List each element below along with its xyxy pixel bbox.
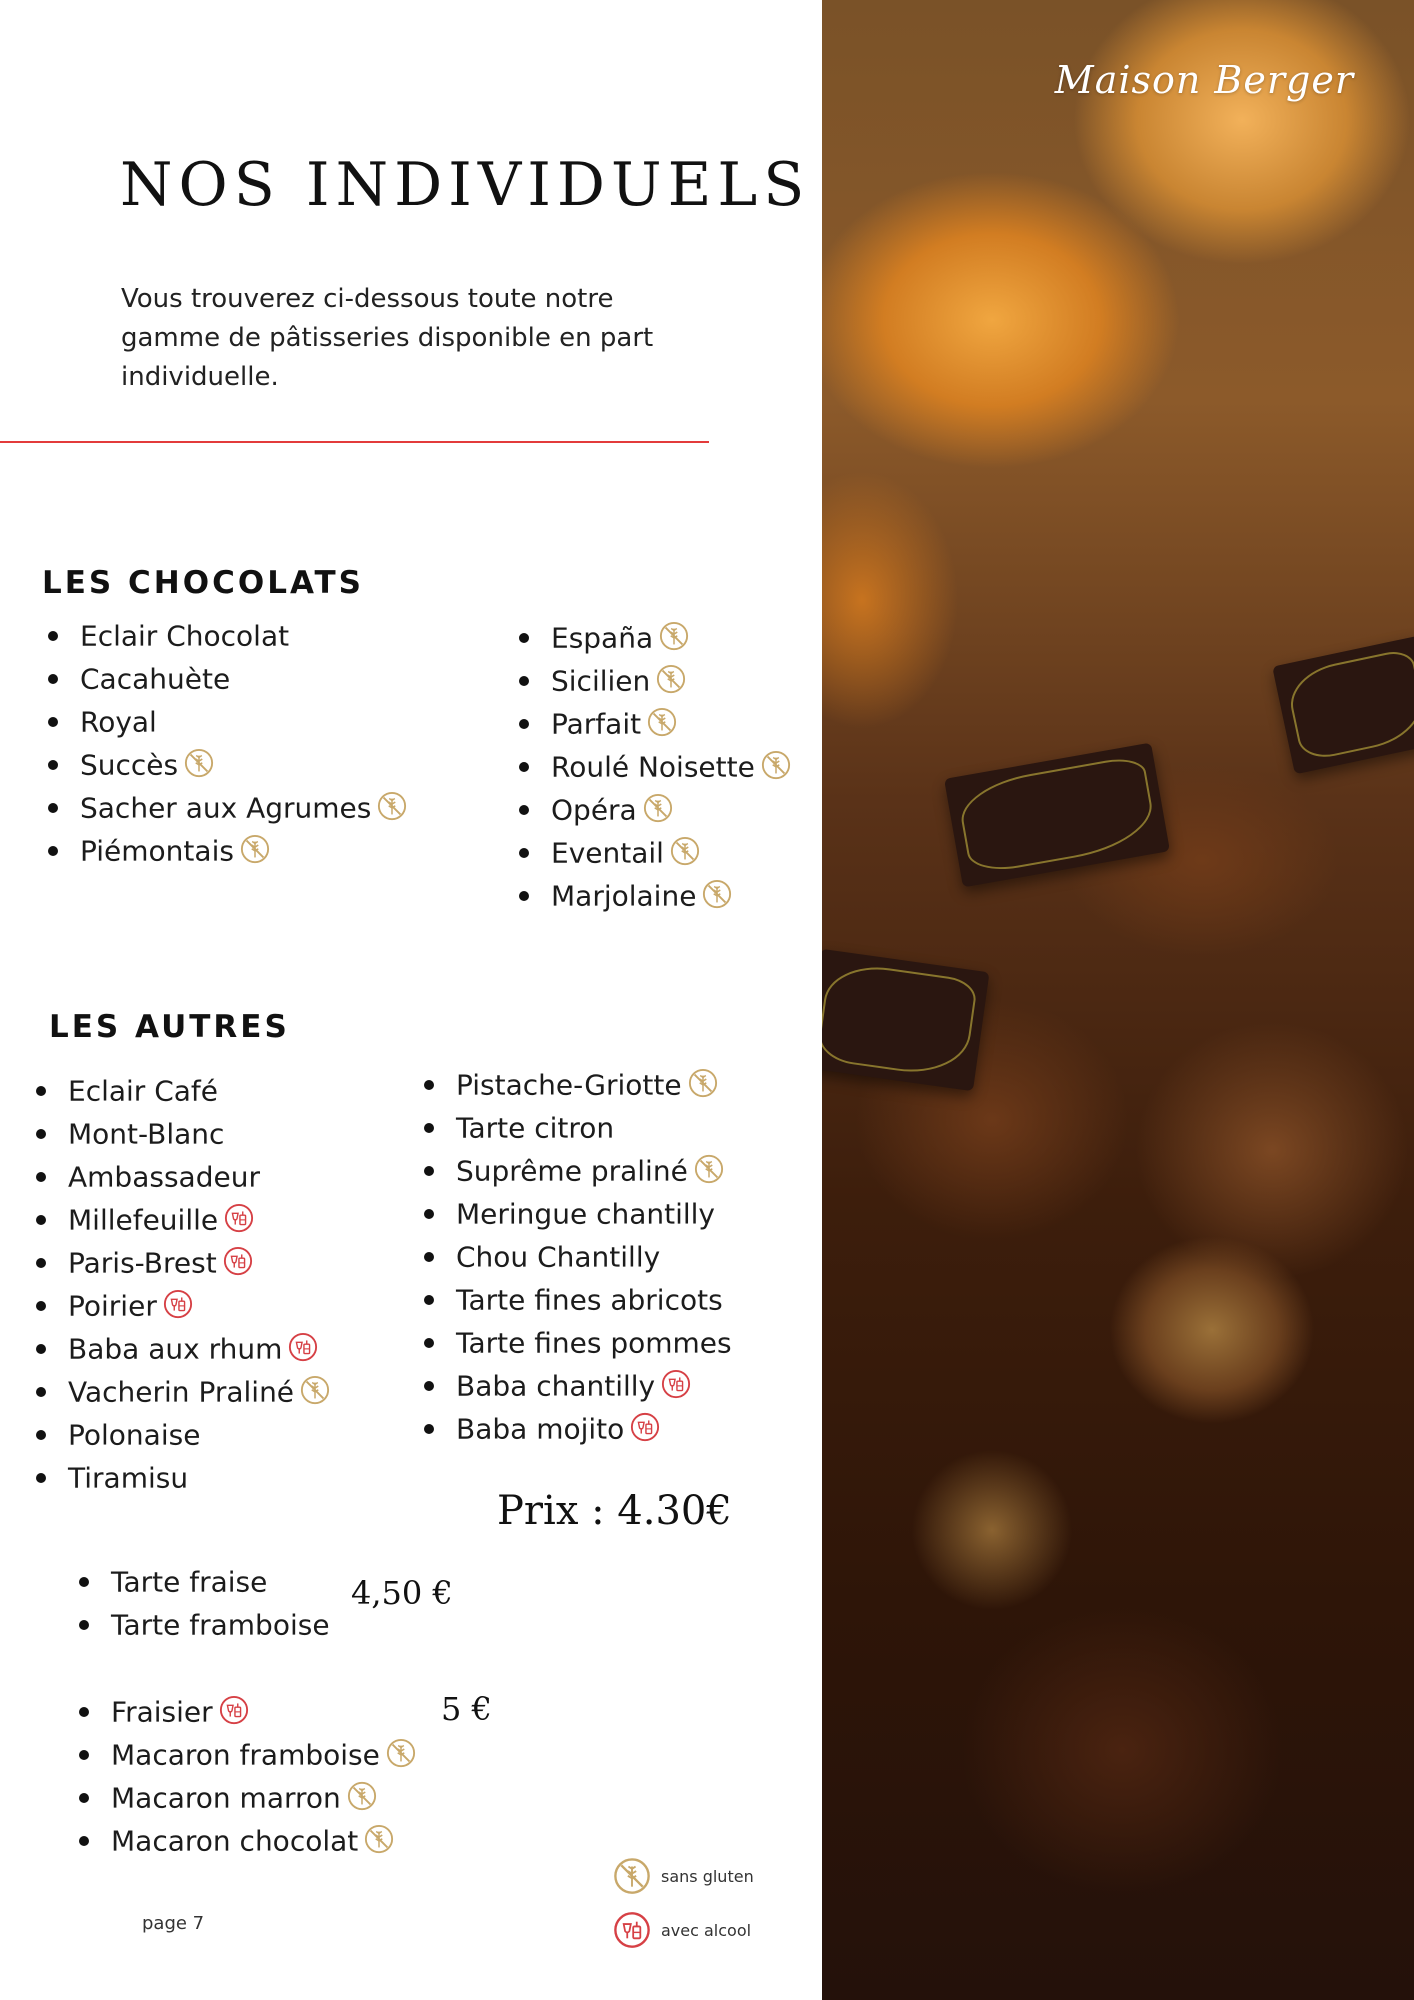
section-title-autres: LES AUTRES [49, 1009, 290, 1045]
item-label: Tiramisu [68, 1461, 189, 1495]
item-label: Baba mojito [456, 1412, 625, 1446]
gluten-free-icon [643, 793, 673, 823]
autres-list-left [30, 1068, 330, 1498]
gluten-free-icon [364, 1824, 394, 1854]
list-item [73, 1559, 330, 1602]
list-item [73, 1602, 330, 1645]
item-label: Piémontais [80, 834, 234, 868]
list-item [513, 873, 791, 916]
item-label: Tarte fines abricots [456, 1283, 723, 1317]
item-label: Suprême praliné [456, 1154, 688, 1188]
item-label: Tarte fraise [111, 1565, 268, 1599]
gluten-free-icon [300, 1375, 330, 1405]
list-item [73, 1818, 416, 1861]
item-label: Meringue chantilly [456, 1197, 715, 1231]
gluten-free-icon [613, 1857, 651, 1895]
alcohol-icon [223, 1246, 253, 1276]
item-label: Macaron framboise [111, 1738, 380, 1772]
item-label: Chou Chantilly [456, 1240, 661, 1274]
section-title-chocolats: LES CHOCOLATS [42, 565, 365, 601]
page-title: NOS INDIVIDUELS [120, 150, 811, 220]
list-item [418, 1148, 732, 1191]
gluten-free-icon [688, 1068, 718, 1098]
price-autres: Prix : 4.30€ [497, 1488, 732, 1534]
list-450 [73, 1559, 330, 1645]
legend [613, 1857, 754, 1949]
list-item [42, 699, 407, 742]
alcohol-icon [163, 1289, 193, 1319]
item-label: España [551, 621, 654, 655]
list-item [418, 1363, 732, 1406]
gluten-free-icon [694, 1154, 724, 1184]
item-label: Ambassadeur [68, 1160, 260, 1194]
list-item [42, 828, 407, 871]
list-item [42, 742, 407, 785]
item-label: Opéra [551, 793, 637, 827]
list-5 [73, 1689, 416, 1861]
alcohol-icon [613, 1911, 651, 1949]
item-label: Mont-Blanc [68, 1117, 225, 1151]
intro-text: Vous trouverez ci-dessous toute notre gamme de pâtisseries disponible en part individuelle. [121, 284, 654, 392]
list-item [30, 1197, 330, 1240]
legend-alcohol [613, 1911, 754, 1949]
chocolate-square-decoration [1272, 636, 1414, 775]
list-item [513, 744, 791, 787]
item-label: Millefeuille [68, 1203, 219, 1237]
list-item [513, 830, 791, 873]
autres-list-right [418, 1062, 732, 1449]
item-label: Tarte citron [456, 1111, 615, 1145]
item-label: Pistache-Griotte [456, 1068, 682, 1102]
gluten-free-icon [240, 834, 270, 864]
alcohol-icon [219, 1695, 249, 1725]
gluten-free-icon [386, 1738, 416, 1768]
list-item [30, 1283, 330, 1326]
list-item [42, 613, 407, 656]
list-item [30, 1240, 330, 1283]
list-item [418, 1277, 732, 1320]
list-item [418, 1191, 732, 1234]
legend-gluten-free [613, 1857, 754, 1895]
item-label: Baba aux rhum [68, 1332, 283, 1366]
item-label: Eventail [551, 836, 664, 870]
list-item [73, 1689, 416, 1732]
gluten-free-icon [659, 621, 689, 651]
list-item [42, 785, 407, 828]
list-item [30, 1326, 330, 1369]
list-item [418, 1105, 732, 1148]
item-label: Eclair Chocolat [80, 619, 290, 653]
chocolats-list-left [42, 613, 407, 871]
list-item [418, 1062, 732, 1105]
item-label: Roulé Noisette [551, 750, 755, 784]
gluten-free-icon [656, 664, 686, 694]
list-item [513, 615, 791, 658]
alcohol-icon [630, 1412, 660, 1442]
item-label: Succès [80, 748, 179, 782]
item-label: Vacherin Praliné [68, 1375, 295, 1409]
item-label: Eclair Café [68, 1074, 219, 1108]
brand-logo: Maison Berger [1054, 58, 1354, 102]
alcohol-icon [661, 1369, 691, 1399]
item-label: Poirier [68, 1289, 157, 1323]
gluten-free-icon [647, 707, 677, 737]
list-item [513, 787, 791, 830]
list-item [30, 1111, 330, 1154]
list-item [513, 658, 791, 701]
chocolate-square-decoration [944, 743, 1170, 888]
list-item [418, 1320, 732, 1363]
item-label: Royal [80, 705, 157, 739]
item-label: Polonaise [68, 1418, 201, 1452]
legend-gluten-free-label: sans gluten [661, 1866, 754, 1886]
gluten-free-icon [377, 791, 407, 821]
item-label: Sacher aux Agrumes [80, 791, 372, 825]
price-450: 4,50 € [351, 1574, 453, 1612]
list-item [418, 1406, 732, 1449]
alcohol-icon [224, 1203, 254, 1233]
list-item [513, 701, 791, 744]
list-item [42, 656, 407, 699]
list-item [418, 1234, 732, 1277]
item-label: Macaron marron [111, 1781, 341, 1815]
item-label: Fraisier [111, 1695, 213, 1729]
list-item [30, 1068, 330, 1111]
pastry-photo [822, 0, 1414, 2000]
chocolate-square-decoration [822, 949, 990, 1091]
item-label: Paris-Brest [68, 1246, 217, 1280]
gluten-free-icon [761, 750, 791, 780]
divider-line [0, 441, 709, 443]
gluten-free-icon [670, 836, 700, 866]
list-item [73, 1732, 416, 1775]
chocolats-list-right [513, 615, 791, 916]
item-label: Parfait [551, 707, 642, 741]
list-item [30, 1412, 330, 1455]
item-label: Cacahuète [80, 662, 231, 696]
list-item [73, 1775, 416, 1818]
item-label: Marjolaine [551, 879, 697, 913]
gluten-free-icon [184, 748, 214, 778]
price-5: 5 € [441, 1690, 492, 1728]
item-label: Macaron chocolat [111, 1824, 359, 1858]
legend-alcohol-label: avec alcool [661, 1920, 752, 1940]
gluten-free-icon [702, 879, 732, 909]
list-item [30, 1455, 330, 1498]
list-item [30, 1154, 330, 1197]
item-label: Sicilien [551, 664, 651, 698]
item-label: Tarte fines pommes [456, 1326, 732, 1360]
page-number: page 7 [142, 1913, 205, 1934]
list-item [30, 1369, 330, 1412]
alcohol-icon [288, 1332, 318, 1362]
item-label: Tarte framboise [111, 1608, 330, 1642]
gluten-free-icon [347, 1781, 377, 1811]
item-label: Baba chantilly [456, 1369, 656, 1403]
